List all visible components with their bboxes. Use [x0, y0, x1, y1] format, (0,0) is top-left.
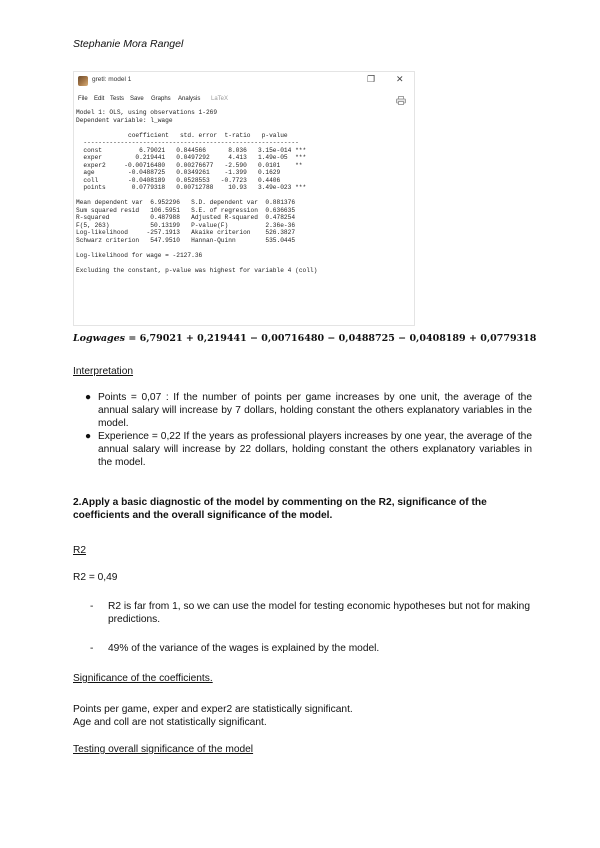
menu-latex[interactable]: LaTeX	[211, 96, 229, 102]
gretl-app-icon	[78, 76, 88, 86]
list-item: ● Points = 0,07 : If the number of points per game increases by one unit, the average of the annual salary will increase by 7 dollars, holding constant the others explanatory variables in the model.	[85, 392, 532, 429]
r2-heading: R2	[73, 545, 87, 556]
menu-edit[interactable]: Edit	[94, 96, 105, 102]
menu-file[interactable]: File	[78, 96, 88, 102]
r2-point-2: 49% of the variance of the wages is explained by the model.	[108, 643, 380, 654]
menu-analysis[interactable]: Analysis	[178, 96, 201, 102]
bullet-experience-text: Experience = 0,22 If the years as professional players increases by one year, the average of the annual salary will increase by 22 dollars, holding constant the others explanatory variables in the model.	[98, 431, 532, 468]
print-icon[interactable]	[396, 96, 406, 105]
menu-graphs[interactable]: Graphs	[151, 96, 171, 102]
question-2: 2.Apply a basic diagnostic of the model by commenting on the R2, significance of the coefficients and the overall significance of the model.	[73, 497, 487, 521]
significance-line-1: Points per game, exper and exper2 are statistically significant.	[73, 704, 353, 715]
overall-significance-heading: Testing overall significance of the model	[73, 744, 254, 755]
close-icon[interactable]: ✕	[396, 74, 404, 84]
r2-point-1: R2 is far from 1, so we can use the model for testing economic hypotheses but not for making predictions.	[108, 601, 530, 625]
interpretation-list	[80, 391, 532, 469]
list-item: ● Experience = 0,22 If the years as professional players increases by one year, the average of the annual salary will increase by 22 dollars, holding constant the others explanatory variables in the model.	[85, 431, 532, 468]
window-title: gretl: model 1	[92, 76, 132, 83]
list-item: - R2 is far from 1, so we can use the model for testing economic hypotheses but not for making predictions.	[90, 601, 530, 625]
model-output-text: Model 1: OLS, using observations 1-269 Dependent variable: l_wage coefficient std. error t-ratio p-value ---------------------------------------------------------- const 6.79021 0.844566 8.036 3.15e-014 *** exper 0.219441 0.0497292 4.413 1.49e-05 *** exper2 -0.00716480 0.00276677 -2.590 0.0101 ** age -0.0488725 0.0349261 -1.399 0.1629 coll -0.0408189 0.0528553 -0.7723 0.4406 points 0.0779318 0.00712788 10.93 3.49e-023 *** Mean dependent var 6.952296 S.D. dependent var 0.881376 Sum squared resid 106.5951 S.E. of regression 0.636635 R-squared 0.487988 Adjusted R-squared 0.478254 F(5, 263) 50.13199 P-value(F) 2.36e-36 Log-likelihood -257.1913 Akaike criterion 526.3827 Schwarz criterion 547.9510 Hannan-Quinn 535.0445 Log-likelihood for wage = -2127.36 Excluding the constant, p-value was highest for variable 4 (coll)	[76, 109, 318, 274]
menu-save[interactable]: Save	[130, 96, 144, 102]
significance-heading: Significance of the coefficients.	[73, 673, 213, 684]
window-titlebar	[74, 72, 414, 90]
maximize-icon[interactable]: ❐	[367, 74, 376, 84]
r2-value: R2 = 0,49	[73, 572, 118, 583]
interpretation-heading: Interpretation	[73, 366, 134, 377]
significance-line-2: Age and coll are not statistically significant.	[73, 717, 267, 728]
regression-equation	[73, 333, 543, 344]
equation-lhs: Logwages	[73, 333, 126, 344]
list-item: - 49% of the variance of the wages is explained by the model.	[90, 642, 530, 655]
bullet-points-text: Points = 0,07 : If the number of points per game increases by one unit, the average of the annual salary will increase by 7 dollars, holding constant the others explanatory variables in the model.	[98, 392, 532, 429]
menu-tests[interactable]: Tests	[110, 96, 125, 102]
author-name: Stephanie Mora Rangel	[73, 38, 184, 50]
menu-bar	[74, 96, 414, 108]
equation-rhs: = 6,79021 + 0,219441 − 0,00716480 − 0,0488725 − 0,0408189 + 0,0779318	[128, 333, 537, 344]
gretl-model-window	[73, 71, 415, 326]
